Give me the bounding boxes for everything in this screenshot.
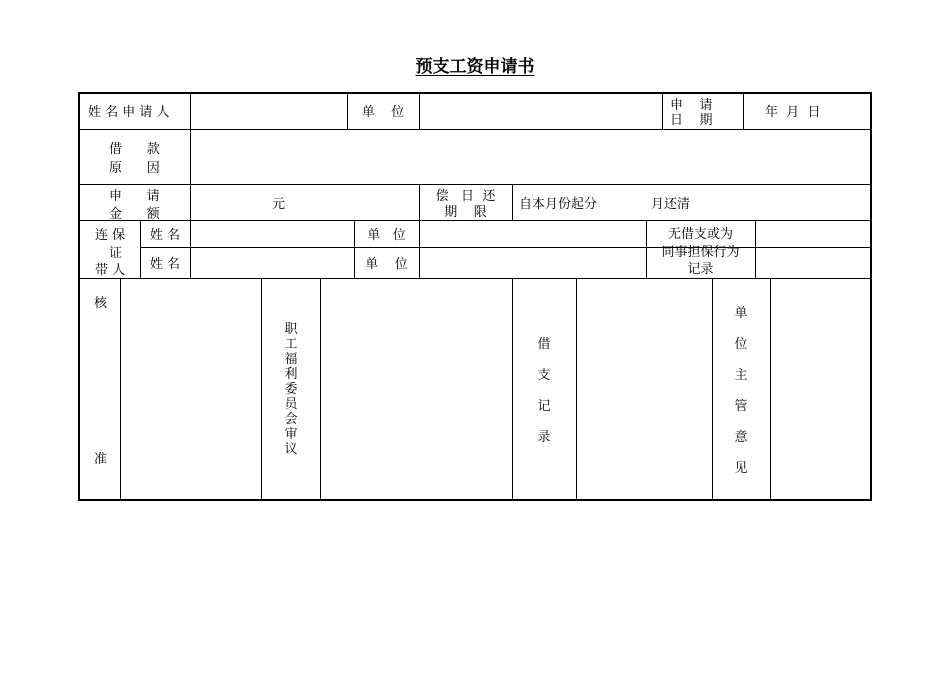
col-divider [261, 278, 262, 499]
loan-reason-label: 原 因 [109, 161, 160, 176]
loan-reason-field[interactable] [191, 130, 870, 184]
repay-period-label: 期 限 [444, 205, 487, 220]
apply-date-label: 申 请 [670, 98, 713, 113]
form-title: 预支工资申请书 [415, 57, 535, 77]
currency-unit: 元 [272, 197, 286, 212]
unit-label: 单 位 [361, 105, 405, 120]
apply-date-label: 日 期 [670, 113, 713, 128]
welfare-committee-label: 职工福利委员会审议 [284, 322, 298, 457]
approve-label: 核 [94, 296, 108, 311]
guarantee-record-label: 同事担保行为 [661, 245, 740, 260]
supervisor-opinion-label: 单位主管意见 [734, 306, 748, 476]
loan-reason-label: 借 款 [109, 142, 160, 157]
guarantee-record-field[interactable] [756, 221, 870, 278]
guarantor-unit-label: 单 位 [367, 228, 406, 243]
col-divider [512, 278, 513, 499]
guarantor-name-field[interactable] [191, 248, 354, 278]
approve-label: 准 [94, 452, 108, 467]
guarantee-record-label: 记录 [687, 262, 714, 277]
welfare-committee-field[interactable] [321, 279, 512, 499]
guarantor-unit-label: 单 位 [365, 257, 408, 272]
guarantor-name-label: 姓 名 [149, 257, 181, 272]
guarantee-record-label: 无借支或为 [667, 227, 733, 242]
approve-field[interactable] [121, 279, 261, 499]
guarantor-name-field[interactable] [191, 221, 354, 247]
guarantor-name-label: 姓 名 [149, 228, 181, 243]
supervisor-opinion-field[interactable] [771, 279, 870, 499]
amount-label: 申 请 [109, 189, 160, 204]
amount-field[interactable] [191, 185, 419, 220]
loan-record-label: 借支记录 [537, 337, 551, 445]
loan-application-form [78, 92, 872, 501]
col-divider [712, 278, 713, 499]
repay-text-end: 月还清 [651, 197, 691, 212]
guarantor-label: 连 保 [95, 228, 126, 243]
guarantor-unit-field[interactable] [420, 248, 646, 278]
col-divider [512, 184, 513, 220]
unit-field[interactable] [420, 94, 662, 129]
loan-record-field[interactable] [577, 279, 712, 499]
applicant-name-field[interactable] [191, 94, 347, 129]
guarantor-label: 带 人 [95, 263, 126, 278]
repay-period-label: 偿 日 还 [435, 189, 496, 204]
apply-date-field[interactable]: 年 月 日 [765, 105, 821, 120]
guarantor-label: 证 [109, 246, 123, 261]
col-divider [743, 94, 744, 129]
guarantor-unit-field[interactable] [420, 221, 646, 247]
repay-text-start: 自本月份起分 [519, 197, 598, 212]
applicant-name-label: 姓 名 申 请 人 [88, 105, 170, 120]
col-divider [662, 94, 663, 129]
amount-label: 金 额 [109, 207, 160, 222]
